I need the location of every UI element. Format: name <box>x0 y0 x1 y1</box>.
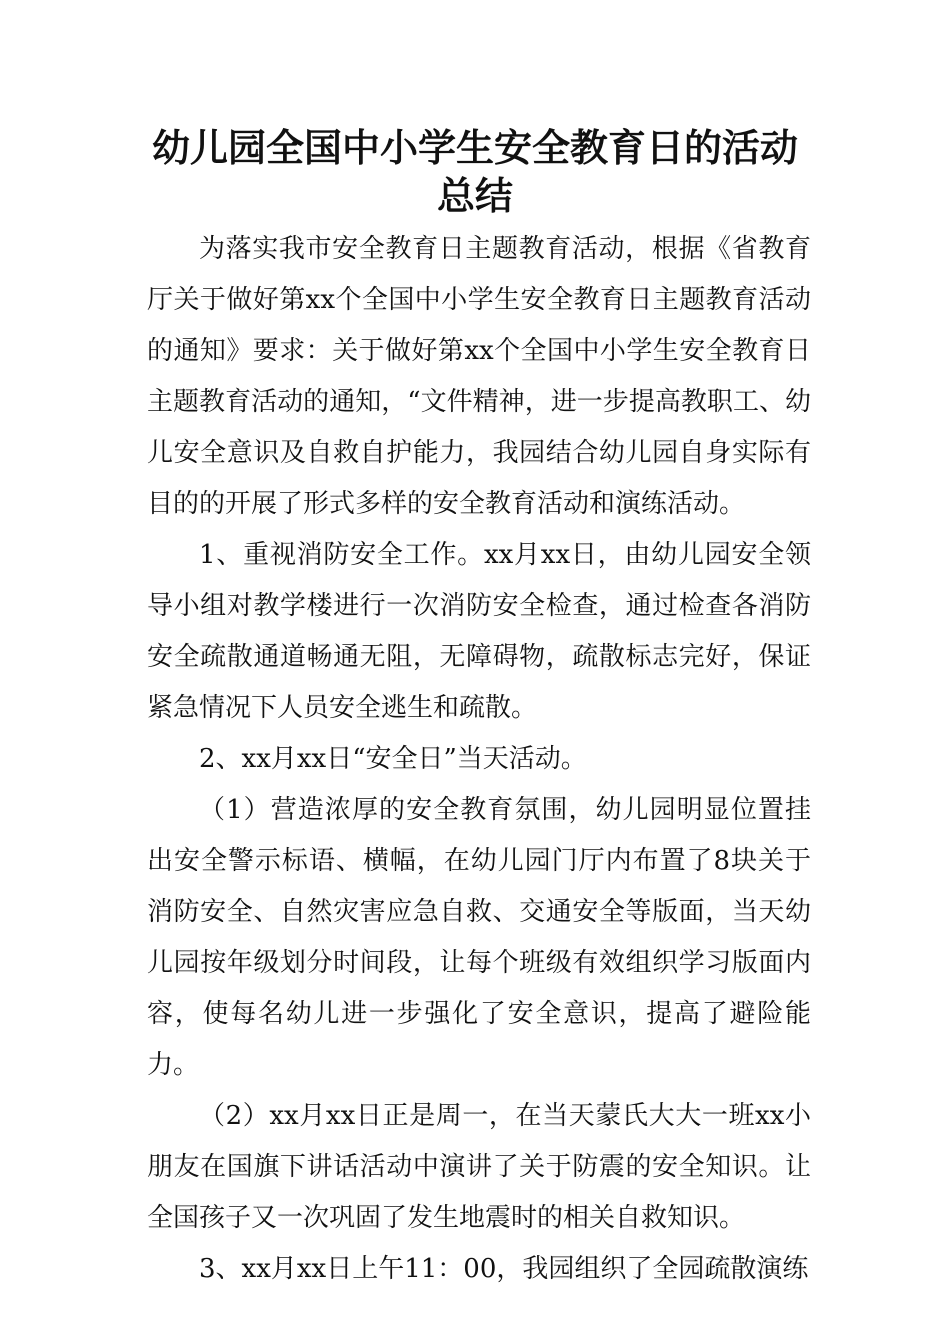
document-body <box>147 224 811 1295</box>
paragraph-sub-item-1: （1）营造浓厚的安全教育氛围，幼儿园明显位置挂出安全警示标语、横幅，在幼儿园门厅内布置了8块关于消防安全、自然灾害应急自救、交通安全等版面，当天幼儿园按年级划分时间段，让每个班级有效组织学习版面内容，使每名幼儿进一步强化了安全意识，提高了避险能力。 <box>147 795 811 1080</box>
document-title: 幼儿园全国中小学生安全教育日的活动总结 <box>151 126 798 218</box>
paragraph-sub-item-2: （2）xx月xx日正是周一，在当天蒙氏大大一班xx小朋友在国旗下讲话活动中演讲了关于防震的安全知识。让全国孩子又一次巩固了发生地震时的相关自救知识。 <box>147 1101 811 1233</box>
paragraph-intro: 为落实我市安全教育日主题教育活动，根据《省教育厅关于做好第xx个全国中小学生安全教育日主题教育活动的通知》要求：关于做好第xx个全国中小学生安全教育日主题教育活动的通知，“文件精神，进一步提高教职工、幼儿安全意识及自救自护能力，我园结合幼儿园自身实际有目的的开展了形式多样的安全教育活动和演练活动。 <box>147 234 811 519</box>
paragraph-item-1: 1、重视消防安全工作。xx月xx日，由幼儿园安全领导小组对教学楼进行一次消防安全检查，通过检查各消防安全疏散通道畅通无阻，无障碍物，疏散标志完好，保证紧急情况下人员安全逃生和疏散。 <box>147 540 811 723</box>
paragraph-item-3: 3、xx月xx日上午11：00，我园组织了全园疏散演练 <box>199 1254 809 1284</box>
paragraph-item-2: 2、xx月xx日“安全日”当天活动。 <box>199 744 587 774</box>
